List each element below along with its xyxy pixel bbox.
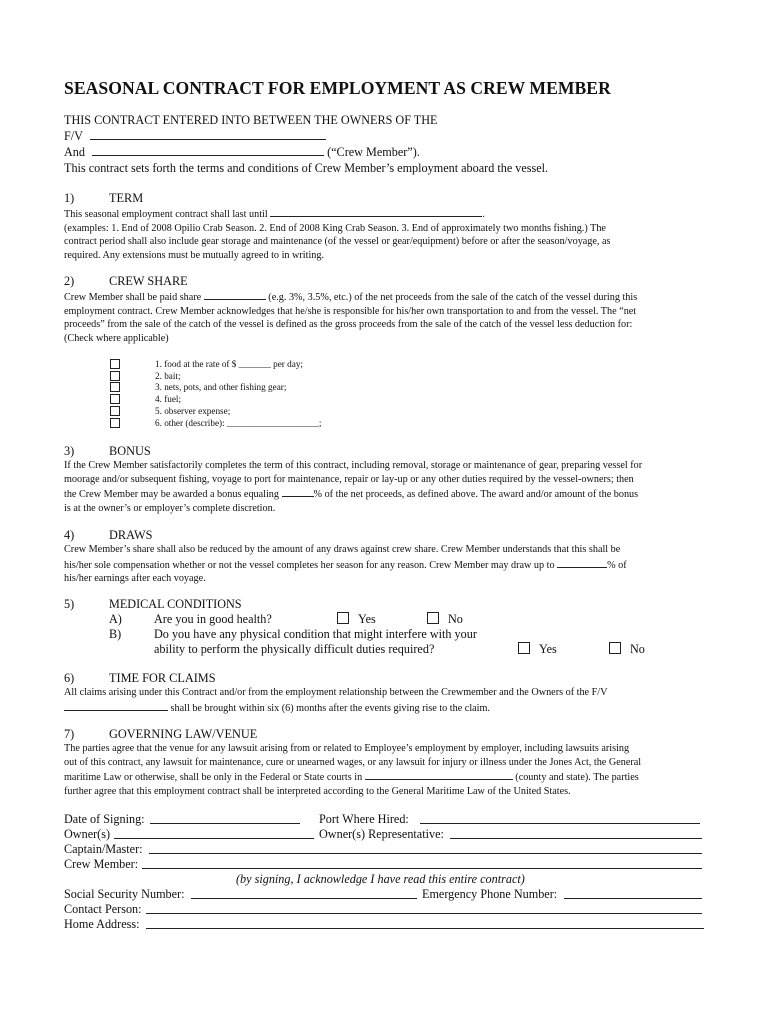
owners-rep-label: Owner(s) Representative: — [319, 827, 444, 841]
term-body — [64, 206, 714, 262]
owners-label: Owner(s) — [64, 827, 111, 841]
bonus-body — [64, 459, 714, 515]
section-title: DRAWS — [109, 528, 153, 542]
port-label: Port Where Hired: — [319, 812, 409, 826]
signing-acknowledgement: (by signing, I acknowledge I have read this entire contract) — [236, 872, 525, 886]
bonus-line-3-cont: % of the net proceeds, as defined above. The award and/or amount of the bonus — [313, 489, 639, 501]
section-title: BONUS — [109, 444, 151, 458]
bonus-percent-field[interactable] — [282, 486, 314, 497]
home-address-field[interactable] — [146, 917, 704, 929]
owners-field[interactable] — [114, 827, 314, 839]
section-claims — [64, 671, 714, 715]
section-title: TIME FOR CLAIMS — [109, 671, 216, 685]
no-label: No — [448, 612, 463, 626]
deduction-checkbox[interactable] — [110, 371, 120, 381]
list-item — [110, 393, 321, 405]
deduction-label: 3. nets, pots, and other fishing gear; — [155, 382, 287, 393]
deduction-label: 6. other (describe): ____________________; — [155, 417, 322, 428]
deduction-label: 2. bait; — [155, 370, 181, 381]
intro-line-4: This contract sets forth the terms and conditions of Crew Member’s employment aboard the vessel. — [64, 160, 549, 175]
and-label: And — [64, 145, 85, 160]
crew-member-label: Crew Member: — [64, 857, 139, 871]
claims-body — [64, 686, 714, 715]
intro-line-1: THIS CONTRACT ENTERED INTO BETWEEN THE OWNERS OF THE — [64, 113, 438, 127]
captain-field[interactable] — [149, 842, 702, 854]
share-percent-field[interactable] — [204, 289, 266, 300]
section-medical — [64, 597, 714, 657]
checkbox[interactable] — [427, 612, 439, 624]
draws-heading — [64, 528, 714, 543]
question-text: Are you in good health? — [154, 612, 272, 626]
section-term — [64, 191, 714, 262]
list-item — [110, 358, 321, 370]
medical-question-b-cont — [64, 642, 714, 657]
section-title: TERM — [109, 191, 144, 205]
condition-yes-option[interactable] — [518, 642, 557, 657]
section-title: CREW SHARE — [109, 274, 188, 288]
checkbox[interactable] — [518, 642, 530, 654]
captain-label: Captain/Master: — [64, 842, 143, 856]
law-heading — [64, 727, 714, 742]
section-number: 4) — [64, 528, 75, 542]
crew-member-line — [64, 144, 714, 160]
crew-member-signature-field[interactable] — [142, 857, 702, 869]
list-item — [110, 370, 321, 382]
term-heading — [64, 191, 714, 206]
section-number: 3) — [64, 444, 75, 458]
emergency-phone-label: Emergency Phone Number: — [422, 887, 558, 901]
bonus-line-1: If the Crew Member satisfactorily completes the term of this contract, including removal, storage or maintenance of gear, preparing vessel for — [64, 460, 643, 471]
section-title: GOVERNING LAW/VENUE — [109, 727, 258, 741]
deduction-label: 1. food at the rate of $ _______ per day; — [155, 358, 303, 369]
ssn-field[interactable] — [191, 887, 417, 899]
term-period: . — [482, 209, 485, 220]
contact-person-field[interactable] — [146, 902, 702, 914]
claims-vessel-field[interactable] — [64, 700, 168, 711]
section-governing-law — [64, 727, 714, 798]
health-no-option[interactable] — [427, 612, 463, 627]
section-bonus — [64, 444, 714, 515]
home-address-label: Home Address: — [64, 917, 140, 931]
question-text: Do you have any physical condition that might interfere with your — [154, 627, 477, 641]
deduction-checkbox[interactable] — [110, 359, 120, 369]
condition-no-option[interactable] — [609, 642, 645, 657]
claims-line-1: All claims arising under this Contract and/or from the employment relationship between the Crewmember and the Owners of the F/V — [64, 687, 608, 698]
document-title: SEASONAL CONTRACT FOR EMPLOYMENT AS CREW MEMBER — [64, 78, 611, 98]
draws-line-1: Crew Member’s share shall also be reduced by the amount of any draws against crew share. Crew Member understands that this shall be — [64, 544, 621, 555]
draws-line-2: his/her sole compensation whether or not the vessel completes her season for any reason. Crew Member may draw up to — [64, 559, 555, 571]
law-line-1: The parties agree that the venue for any lawsuit arising from or related to Employee’s employment by employer, including lawsuits arising — [64, 743, 630, 754]
deduction-checkbox[interactable] — [110, 406, 120, 416]
section-draws — [64, 528, 714, 586]
list-item — [110, 382, 321, 394]
bonus-line-2: moorage and/or subsequent fishing, voyage to port for maintenance, repair or lay-up or any other duties required by the vessel-owners; then — [64, 473, 634, 485]
checkbox[interactable] — [337, 612, 349, 624]
term-line-4: required. Any extensions must be mutually agreed to in writing. — [64, 249, 325, 261]
section-number: 6) — [64, 671, 75, 685]
draws-body — [64, 543, 714, 586]
term-line-3: contract period shall also include gear storage and maintenance (of the vessel or gear/equipment) before or after the season/voyage, as — [64, 236, 611, 248]
bonus-line-3: the Crew Member may be awarded a bonus equaling — [64, 489, 279, 501]
emergency-phone-field[interactable] — [564, 887, 702, 899]
medical-question-a — [64, 612, 714, 627]
bonus-line-4: is at the owner’s or employer’s complete discretion. — [64, 502, 276, 514]
contact-person-label: Contact Person: — [64, 902, 142, 916]
list-item — [110, 405, 321, 417]
deduction-checklist — [110, 358, 321, 429]
deduction-checkbox[interactable] — [110, 418, 120, 428]
crew-share-body — [64, 289, 714, 345]
date-label: Date of Signing: — [64, 812, 145, 826]
claims-heading — [64, 671, 714, 686]
crew-share-line-3: proceeds” from the sale of the catch of the vessel is defined as the gross proceeds from the sale of the catch of the vessel less deduction for: — [64, 319, 633, 331]
law-body — [64, 742, 714, 798]
crew-share-line-4: (Check where applicable) — [64, 332, 169, 344]
draws-line-2-cont: % of — [607, 559, 627, 571]
section-title: MEDICAL CONDITIONS — [109, 597, 242, 611]
vessel-name-field[interactable] — [90, 128, 326, 140]
crew-share-text: Crew Member shall be paid share — [64, 292, 202, 303]
term-end-field[interactable] — [270, 206, 482, 217]
law-line-3-cont: (county and state). The parties — [515, 772, 639, 784]
crew-share-line-2: employment contract. Crew Member acknowledges that he/she is responsible for his/her own transportation to and from the vessel. The “net — [64, 305, 637, 317]
date-field[interactable] — [150, 812, 300, 824]
draw-percent-field[interactable] — [557, 557, 607, 568]
section-number: 1) — [64, 191, 75, 205]
claims-line-2: shall be brought within six (6) months after the events giving rise to the claim. — [170, 702, 490, 714]
section-number: 2) — [64, 274, 75, 288]
crew-share-heading — [64, 274, 714, 289]
crew-member-name-field[interactable] — [92, 144, 324, 156]
vessel-line — [64, 128, 714, 144]
bonus-heading — [64, 444, 714, 459]
yes-label: Yes — [539, 642, 557, 656]
section-number: 7) — [64, 727, 75, 741]
deduction-checkbox[interactable] — [110, 382, 120, 392]
crew-member-suffix: (“Crew Member”). — [327, 145, 420, 160]
ssn-label: Social Security Number: — [64, 887, 185, 901]
question-text: ability to perform the physically difficult duties required? — [154, 642, 435, 656]
deduction-label: 4. fuel; — [155, 394, 182, 405]
port-field[interactable] — [420, 812, 700, 824]
venue-field[interactable] — [365, 769, 513, 780]
law-line-4: further agree that this employment contract shall be interpreted according to the General Maritime Law of the United States. — [64, 785, 571, 797]
yes-label: Yes — [358, 612, 376, 626]
crew-share-text-cont: (e.g. 3%, 3.5%, etc.) of the net proceeds from the sale of the catch of the vessel during this — [268, 292, 638, 303]
draws-line-3: his/her earnings after each voyage. — [64, 573, 206, 585]
law-line-2: out of this contract, any lawsuit for maintenance, cure or unearned wages, or any lawsuit for injury or illness under the Jones Act, the General — [64, 756, 642, 768]
deduction-label: 5. observer expense; — [155, 406, 231, 417]
checkbox[interactable] — [609, 642, 621, 654]
question-label: A) — [109, 612, 122, 626]
health-yes-option[interactable] — [337, 612, 376, 627]
intro — [64, 113, 714, 176]
signature-block — [64, 812, 714, 932]
term-line-2: (examples: 1. End of 2008 Opilio Crab Season. 2. End of 2008 King Crab Season. 3. End of approximately two months fishing.) The — [64, 222, 606, 234]
section-crew-share — [64, 274, 714, 345]
term-text: This seasonal employment contract shall last until — [64, 209, 268, 220]
list-item — [110, 417, 321, 429]
fv-label: F/V — [64, 129, 83, 144]
no-label: No — [630, 642, 645, 656]
question-label: B) — [109, 627, 122, 641]
deduction-checkbox[interactable] — [110, 394, 120, 404]
medical-question-b — [64, 627, 714, 642]
section-number: 5) — [64, 597, 75, 611]
law-line-3: maritime Law or otherwise, shall be only in the Federal or State courts in — [64, 772, 363, 784]
owners-rep-field[interactable] — [450, 827, 702, 839]
